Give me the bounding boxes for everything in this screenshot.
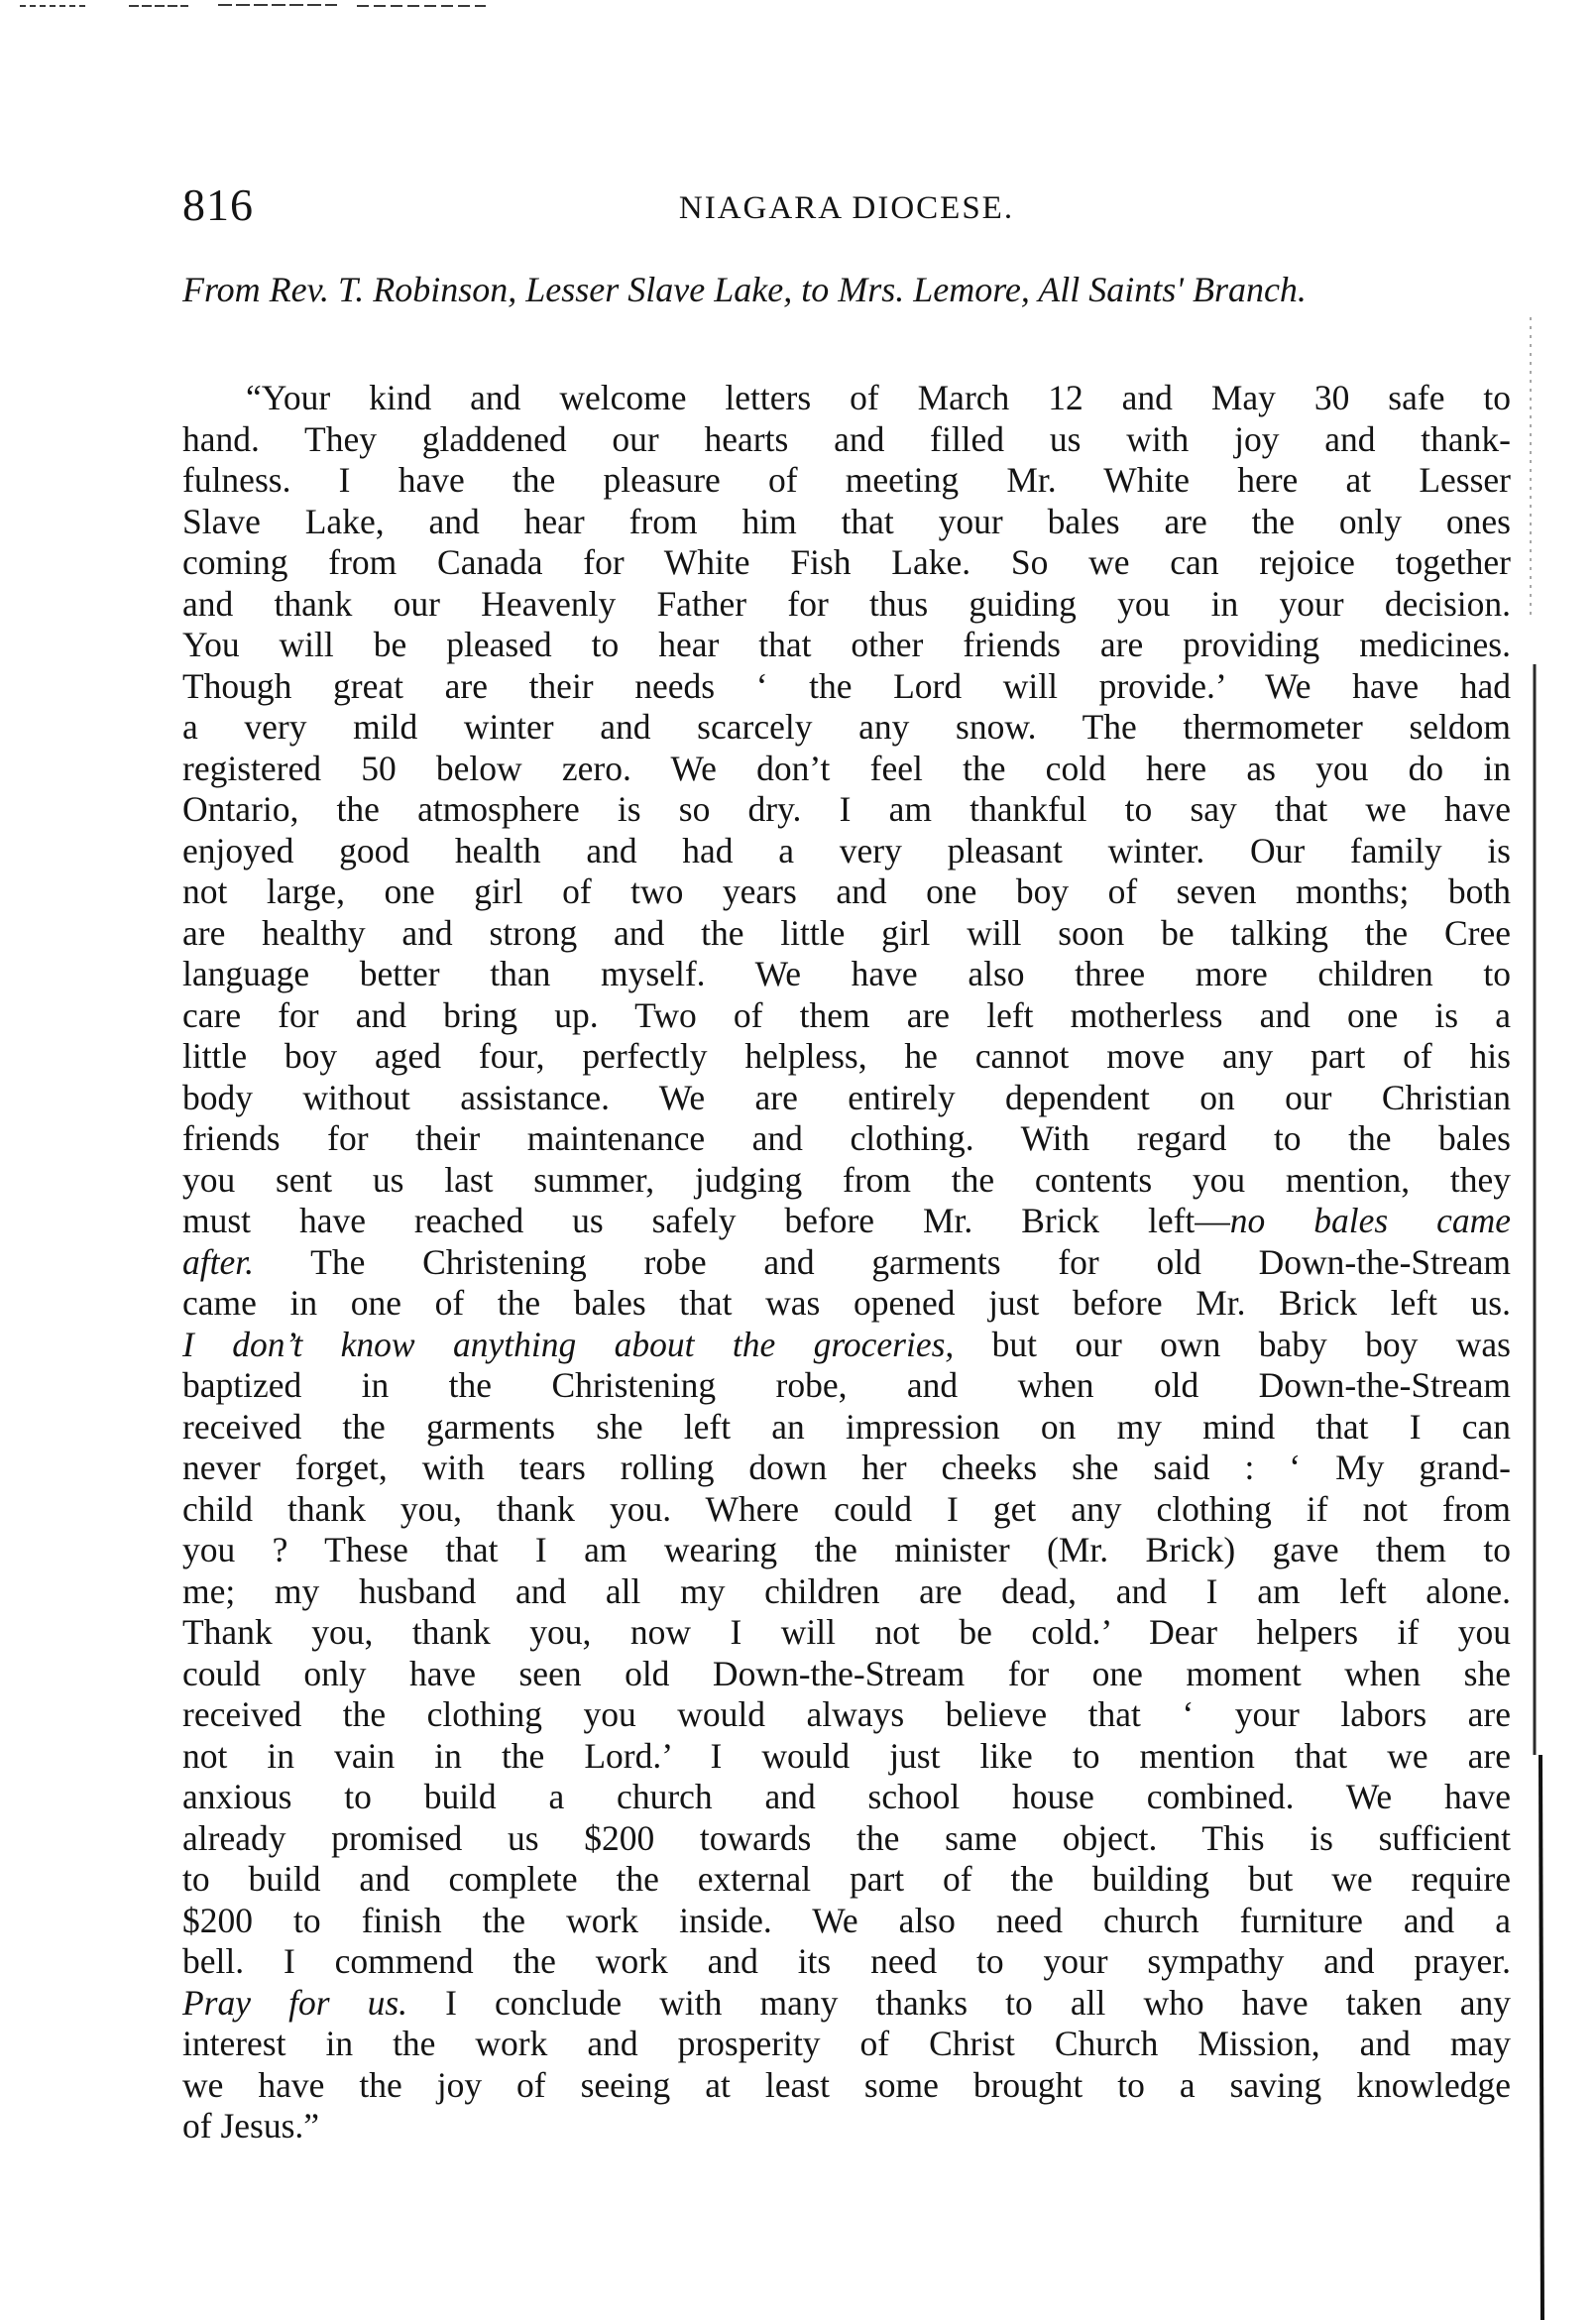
text-line: you sent us last summer, judging from the contents you mention, they	[182, 1159, 1511, 1200]
text-line: coming from Canada for White Fish Lake. So we can rejoice together	[182, 542, 1511, 582]
text-line: Thank you, thank you, now I will not be cold.’ Dear helpers if you	[182, 1612, 1511, 1652]
text-line: a very mild winter and scarcely any snow. The thermometer seldom	[182, 707, 1511, 747]
italic-phrase: after.	[182, 1241, 254, 1282]
text-line: You will be pleased to hear that other friends are providing medicines.	[182, 625, 1511, 664]
running-title: NIAGARA DIOCESE.	[678, 190, 1015, 226]
italic-phrase: no bales came	[1229, 1201, 1511, 1240]
page-header	[182, 178, 1511, 238]
text-line: language better than myself. We have also three more children to	[182, 954, 1511, 993]
text-line: Pray for us. I conclude with many thanks to all who have taken any	[182, 1982, 1511, 2023]
text-line: me; my husband and all my children are dead, and I am left alone.	[182, 1570, 1511, 1611]
text-line: not large, one girl of two years and one boy of seven months; both	[182, 871, 1511, 911]
letter-body	[182, 378, 1511, 2147]
text-line: after. The Christening robe and garments for old Down-the-Stream	[182, 1241, 1511, 1282]
page-edge-shadow	[1527, 317, 1556, 2320]
text-line: body without assistance. We are entirely dependent on our Christian	[182, 1077, 1511, 1117]
text-line: friends for their maintenance and clothing. With regard to the bales	[182, 1118, 1511, 1158]
text-line: we have the joy of seeing at least some brought to a saving knowledge	[182, 2064, 1511, 2105]
text-line: received the garments she left an impression on my mind that I can	[182, 1406, 1511, 1447]
text-line: interest in the work and prosperity of Christ Church Mission, and may	[182, 2024, 1511, 2063]
text-line: Though great are their needs ‘ the Lord will provide.’ We have had	[182, 665, 1511, 706]
text-line: received the clothing you would always believe that ‘ your labors are	[182, 1694, 1511, 1734]
text-line: fulness. I have the pleasure of meeting Mr. White here at Lesser	[182, 460, 1511, 500]
text-line: care for and bring up. Two of them are left motherless and one is a	[182, 994, 1511, 1035]
text-line: already promised us $200 towards the same object. This is sufficient	[182, 1817, 1511, 1858]
text-line: not in vain in the Lord.’ I would just like to mention that we are	[182, 1735, 1511, 1776]
text-line: you ? These that I am wearing the minister (Mr. Brick) gave them to	[182, 1530, 1511, 1569]
text-line: of Jesus.”	[182, 2106, 320, 2146]
italic-phrase: I don’t know anything about the groceries,	[182, 1324, 955, 1364]
text-line: to build and complete the external part of the building but we require	[182, 1859, 1511, 1899]
text-line: $200 to finish the work inside. We also need church furniture and a	[182, 1900, 1511, 1940]
text-line: “Your kind and welcome letters of March 12 and May 30 safe to	[246, 378, 1511, 417]
text-line: bell. I commend the work and its need to your sympathy and prayer.	[182, 1941, 1511, 1981]
scan-edge-marks	[20, 0, 515, 14]
text-line: Slave Lake, and hear from him that your bales are the only ones	[182, 501, 1511, 541]
text-line: never forget, with tears rolling down her cheeks she said : ‘ My grand-	[182, 1448, 1511, 1487]
text-line: Ontario, the atmosphere is so dry. I am thankful to say that we have	[182, 789, 1511, 829]
text-line: could only have seen old Down-the-Stream for one moment when she	[182, 1653, 1511, 1693]
text-line: must have reached us safely before Mr. Brick left—no bales came	[182, 1201, 1511, 1240]
text-line: baptized in the Christening robe, and when old Down-the-Stream	[182, 1365, 1511, 1405]
letter-heading: From Rev. T. Robinson, Lesser Slave Lake, to Mrs. Lemore, All Saints' Branch.	[182, 270, 1307, 309]
text-line: enjoyed good health and had a very pleasant winter. Our family is	[182, 830, 1511, 870]
text-line: hand. They gladdened our hearts and filled us with joy and thank-	[182, 418, 1511, 459]
text-line: I don’t know anything about the groceries, but our own baby boy was	[182, 1324, 1511, 1364]
text-line: are healthy and strong and the little girl will soon be talking the Cree	[182, 912, 1511, 953]
italic-phrase: Pray for us.	[182, 1982, 408, 2023]
text-line: little boy aged four, perfectly helpless, he cannot move any part of his	[182, 1036, 1511, 1076]
text-line: registered 50 below zero. We don’t feel the cold here as you do in	[182, 748, 1511, 788]
text-line: anxious to build a church and school house combined. We have	[182, 1777, 1511, 1816]
page-number: 816	[182, 179, 254, 230]
text-line: came in one of the bales that was opened just before Mr. Brick left us.	[182, 1283, 1511, 1323]
text-line: child thank you, thank you. Where could I get any clothing if not from	[182, 1488, 1511, 1529]
text-line: and thank our Heavenly Father for thus guiding you in your decision.	[182, 583, 1511, 624]
